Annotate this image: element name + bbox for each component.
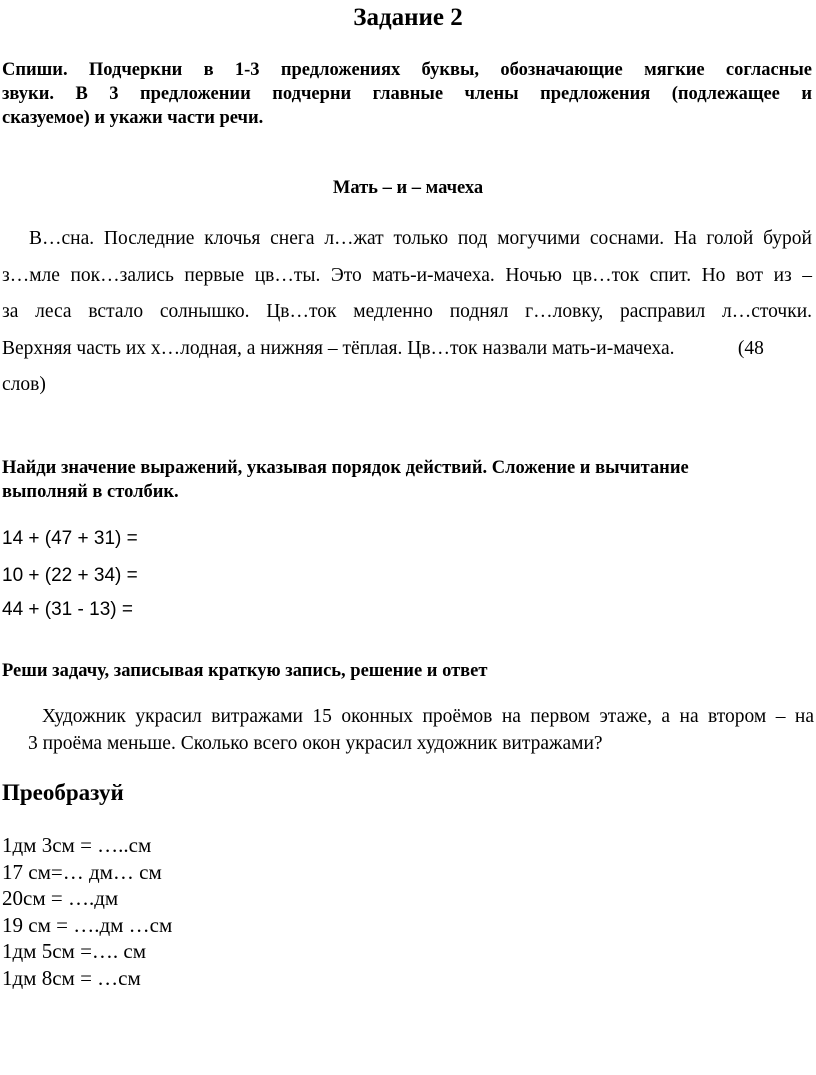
instruction-line: звуки. В 3 предложении подчерни главные члены предложения (подлежащее и — [2, 84, 812, 104]
conversion-item: 1дм 5см =…. см — [2, 939, 147, 963]
instruction-rewrite — [2, 58, 812, 130]
dictation-line: з…мле пок…зались первые цв…ты. Это мать-и-мачеха. Ночью цв…ток спит. Но вот из – — [2, 264, 812, 286]
dictation-line: за леса встало солнышко. Цв…ток медленно поднял г…ловку, расправил л…сточки. — [2, 301, 812, 322]
conversion-item: 20см = ….дм — [2, 886, 119, 910]
page-title: Задание 2 — [353, 4, 463, 31]
instruction-line: Найди значение выражений, указывая порядок действий. Сложение и вычитание — [2, 458, 689, 478]
expression-3: 44 + (31 - 13) = — [2, 599, 133, 620]
expression-1: 14 + (47 + 31) = — [2, 528, 138, 549]
problem-line: 3 проёма меньше. Сколько всего окон украсил художник витражами? — [28, 733, 603, 754]
word-problem — [2, 703, 814, 757]
instruction-line: выполняй в столбик. — [2, 482, 179, 502]
dictation-text — [2, 221, 812, 404]
dictation-line: Верхняя часть их х…лодная, а нижняя – тёплая. Цв…ток назвали мать-и-мачеха. (48 — [2, 337, 764, 359]
transform-heading: Преобразуй — [2, 780, 124, 805]
conversion-list — [2, 832, 172, 991]
conversion-item: 19 см = ….дм …см — [2, 912, 173, 937]
instruction-expressions — [2, 456, 812, 504]
instruction-line: Спиши. Подчеркни в 1-3 предложениях буквы, обозначающие мягкие согласные — [2, 60, 812, 80]
instruction-line: сказуемое) и укажи части речи. — [2, 108, 264, 128]
instruction-problem: Реши задачу, записывая краткую запись, решение и ответ — [2, 661, 488, 681]
dictation-line: В…сна. Последние клочья снега л…жат только под могучими соснами. На голой бурой — [29, 228, 812, 249]
conversion-item: 1дм 8см = …см — [2, 965, 141, 990]
dictation-line: слов) — [2, 374, 46, 395]
conversion-item: 17 см=… дм… см — [2, 859, 162, 884]
problem-line: Художник украсил витражами 15 оконных проёмов на первом этаже, а на втором – на — [42, 706, 814, 727]
dictation-title: Мать – и – мачеха — [332, 178, 484, 198]
expression-2: 10 + (22 + 34) = — [2, 565, 138, 586]
conversion-item: 1дм 3см = …..см — [2, 833, 152, 857]
